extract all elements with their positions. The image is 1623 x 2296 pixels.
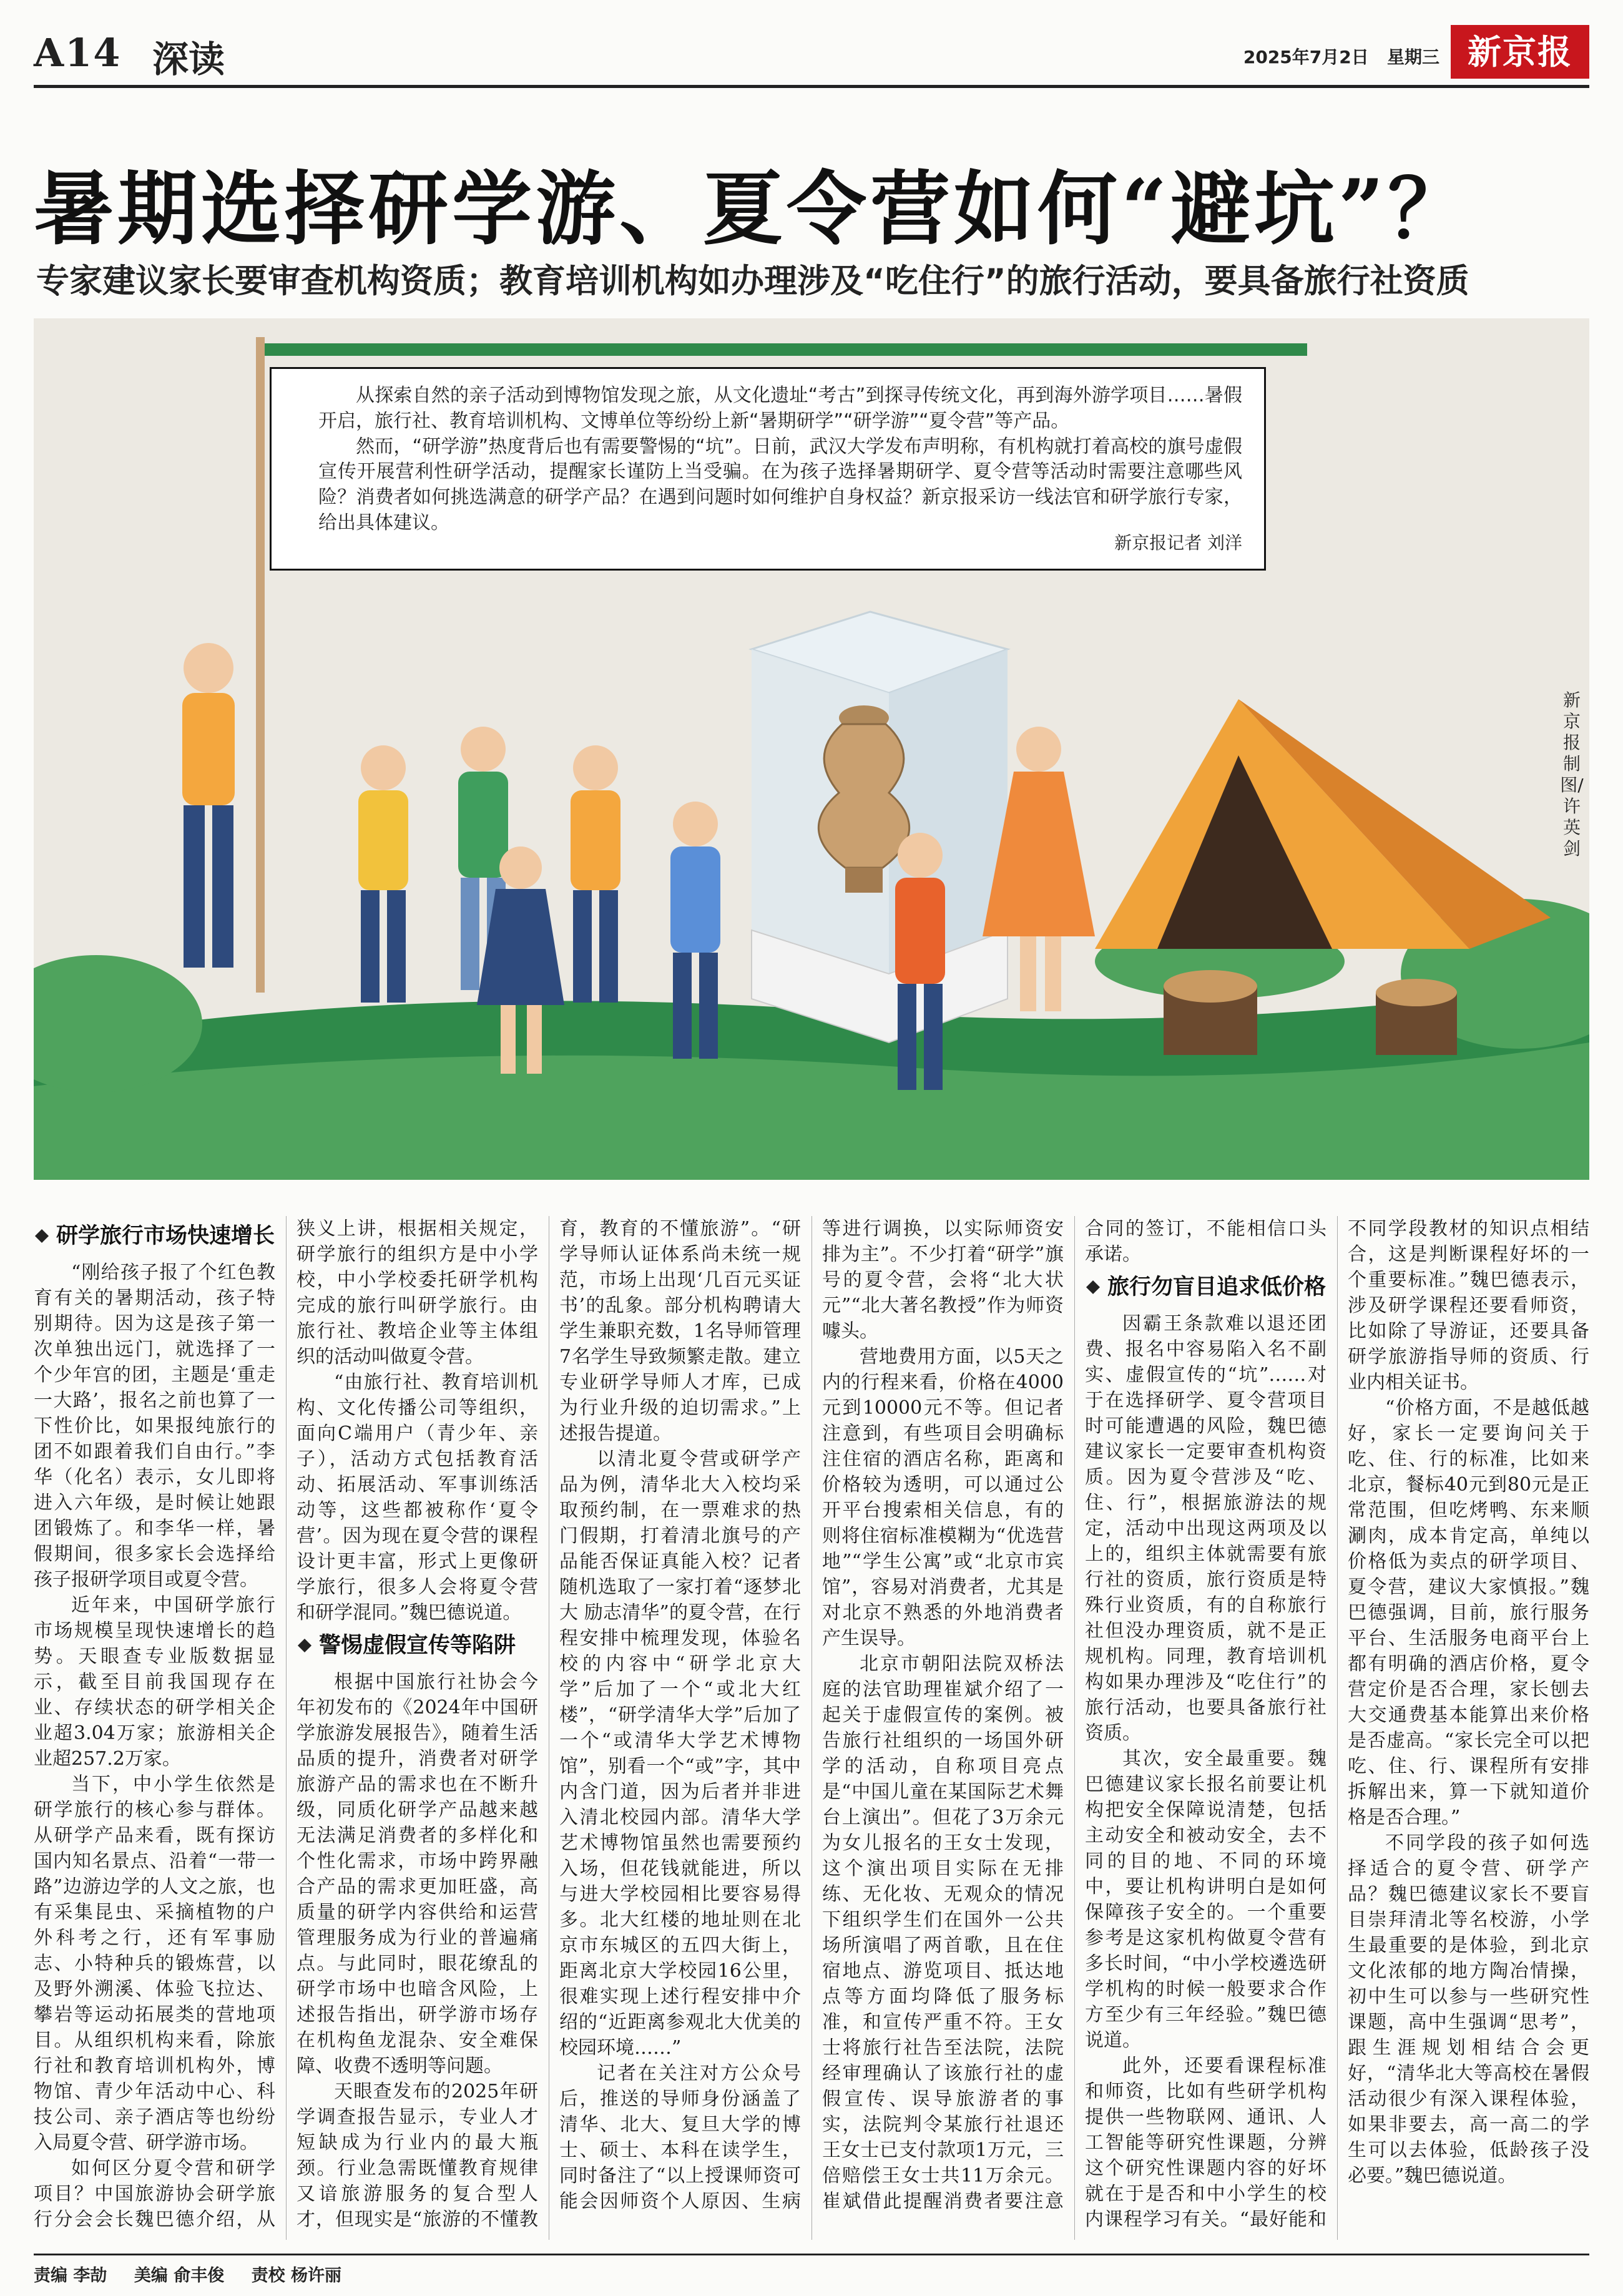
tree-stump-2-top bbox=[1376, 979, 1457, 1006]
page-number: A14 bbox=[34, 30, 122, 76]
proofreader-credit: 责校 杨许丽 bbox=[251, 2266, 342, 2285]
guide-figure bbox=[182, 643, 235, 968]
section-heading-3: 旅行勿盲目追求低价格 bbox=[1085, 1272, 1326, 1302]
paragraph: 此外，还要看课程标准和师资，比如有些研学机构提供一些物联网、通讯、人工智能等研究性课题，分辨这个研究性课题内容的好坏就在于是否和中小学生的校内课程学习有关。“最好能和不同学段教材的知识点相结合，这是判断课程好坏的一个重要标准。”魏巴德表示，涉及研学课程还要看师资，比如除了导游证，还要具备研学旅游指导师的资质、行业内相关证书。 bbox=[1085, 1218, 1589, 2230]
issue-date: 2025年7月2日 星期三 bbox=[1243, 47, 1439, 67]
tree-stump-1-top bbox=[1164, 970, 1257, 1003]
paragraph: 天眼查发布的2025年研学调查报告显示，专业人才短缺成为行业内的最大瓶颈。行业急需既懂教育规律又谙旅游服务的复合型人才，但现实是“旅游的不懂教育，教育的不懂旅游”。“研学导师认证体系尚未统一规范，市场上出现‘几百元买证书’的乱象。部分机构聘请大学生兼职充数，1名导师管理7名学生导致频繁走散。建立专业研学导师人才库，已成为行业升级的迫切需求。”上述报告提道。 bbox=[297, 1218, 801, 2230]
paragraph: 营地费用方面，以5天之内的行程来看，价格在4000元到10000元不等。但记者注意到，有些项目会明确标注住宿的酒店名称，距离和价格较为透明，可以通过公开平台搜索相关信息，有的则将住宿标准模糊为“优选营地”“学生公寓”或“北京市宾馆”，容易对消费者，尤其是对北京不熟悉的外地消费者产生误导。 bbox=[822, 1346, 1064, 1649]
art-editor-credit: 美编 俞丰俊 bbox=[134, 2266, 225, 2285]
child-figure-3 bbox=[571, 745, 620, 1003]
paragraph: 如何区分夏令营和研学项目？中国旅游协会研学旅行分会会长魏巴德介绍，从狭义上讲，根据相关规定，研学旅行的组织方是中小学校，中小学校委托研学机构完成的旅行叫研学旅行。由旅行社、教培企业等主体组织的活动叫做夏令营。 bbox=[34, 1218, 538, 2230]
paragraph: 以清北夏令营或研学产品为例，清华北大入校均采取预约制，在一票难求的热门假期，打着清北旗号的产品能否保证真能入校？记者随机选取了一家打着“逐梦北大 励志清华”的夏令营，在行程安排中梳理发现，体验名校的内容中“研学北京大学”后加了一个“或北大红楼”，“研学清华大学”后加了一个“或清华大学艺术博物馆”，别看一个“或”字，其中内含门道，因为后者并非进入清北校园内部。清华大学艺术博物馆虽然也需要预约入场，但花钱就能进，所以与进大学校园相比要容易得多。北大红楼的地址则在北京市东城区的五四大街上，距离北京大学校园16公里，很难实现上述行程安排中介绍的“近距离参观北大优美的校园环境……” bbox=[559, 1448, 801, 2059]
paragraph: 近年来，中国研学旅行市场规模呈现快速增长的趋势。天眼查专业版数据显示，截至目前我国现存在业、存续状态的研学相关企业超3.04万家；旅游相关企业超257.2万家。 bbox=[34, 1594, 275, 1770]
headline: 暑期选择研学游、夏令营如何“避坑”？ bbox=[34, 162, 1472, 256]
lead-paragraph-1: 从探索自然的亲子活动到博物馆发现之旅，从文化遗址“考古”到探寻传统文化，再到海外游学项目……暑假开启，旅行社、教育培训机构、文博单位等纷纷上新“暑期研学”“研学游”“夏令营”等产品。 bbox=[318, 385, 1242, 432]
paragraph: 不同学段的孩子如何选择适合的夏令营、研学产品？魏巴德建议家长不要盲目崇拜清北等名校游，小学生最重要的是体验，到北京文化浓郁的地方陶冶情操，初中生可以参与一些研究性课题，高中生强调“思考”，跟生涯规划相结合会更好，“清华北大等高校在暑假活动很少有深入课程体验，如果非要去，高一高二的学生可以去体验，低龄孩子没必要。”魏巴德说道。 bbox=[1348, 1832, 1589, 2187]
section-heading-2: 警惕虚假宣传等陷阱 bbox=[297, 1631, 538, 1661]
paragraph: “价格方面，不是越低越好，家长一定要询问关于吃、住、行的标准，比如来北京，餐标40元到80元是正常范围，但吃烤鸭、东来顺涮肉，成本肯定高，单纯以价格低为卖点的研学项目、夏令营，建议大家慎报。”魏巴德强调，目前，旅行服务平台、生活服务电商平台上都有明确的酒店价格，夏令营定价是否合理，家长刨去大交通费基本能算出来价格是否虚高。“家长完全可以把吃、住、行、课程所有安排拆解出来，算一下就知道价格是否合理。” bbox=[1348, 1397, 1589, 1828]
section-heading-1: 研学旅行市场快速增长 bbox=[34, 1221, 275, 1251]
paragraph: 根据中国旅行社协会今年初发布的《2024年中国研学旅游发展报告》，随着生活品质的提升，消费者对研学旅游产品的需求也在不断升级，同质化研学产品越来越无法满足消费者的多样化和个性化需求，市场中跨界融合产品的需求更加旺盛，高质量的研学内容供给和运营管理服务成为行业的普遍痛点。与此同时，眼花缭乱的研学市场中也暗含风险，上述报告指出，研学游市场存在机构鱼龙混杂、安全难保障、收费不透明等问题。 bbox=[297, 1671, 538, 2077]
lead-text bbox=[318, 383, 1242, 536]
paragraph: 北京市朝阳法院双桥法庭的法官助理崔斌介绍了一起关于虚假宣传的案例。被告旅行社组织的一场国外研学的活动，自称项目亮点是“中国儿童在某国际艺术舞台上演出”。但花了3万余元为女儿报名的王女士发现，这个演出项目实际在无排练、无化妆、无观众的情况下组织学生们在国外一公共场所演唱了两首歌，且在住宿地点、游览项目、抵达地点等方面均降低了服务标准，和宣传严重不符。王女士将旅行社告至法院，法院经审理确认了该旅行社的虚假宣传、误导旅游者的事实，法院判令某旅行社退还王女士已支付款项1万元，三倍赔偿王女士共11万余元。崔斌借此提醒消费者要注意合同的签订，不能相信口头承诺。 bbox=[822, 1218, 1326, 2212]
paragraph: “刚给孩子报了个红色教育有关的暑期活动，孩子特别期待。因为这是孩子第一次单独出远门，就选择了一个少年宫的团，主题是‘重走一大路’，报名之前也算了一下性价比，如果报纯旅行的团不如跟着我们自由行。”李华（化名）表示，女儿即将进入六年级，是时候让她跟团锻炼了。和李华一样，暑假期间，很多家长会选择给孩子报研学项目或夏令营。 bbox=[34, 1262, 275, 1591]
vase-foot bbox=[845, 868, 883, 893]
byline: 新京报记者 刘洋 bbox=[1114, 532, 1242, 553]
subheadline: 专家建议家长要审查机构资质；教育培训机构如办理涉及“吃住行”的旅行活动，要具备旅行社资质 bbox=[36, 262, 1469, 300]
section-name: 深读 bbox=[152, 38, 225, 81]
page-header bbox=[34, 25, 1589, 88]
paragraph: 其次，安全最重要。魏巴德建议家长报名前要让机构把安全保障说清楚，包括主动安全和被动安全，去不同的目的地、不同的环境中，要让机构讲明白是如何保障孩子安全的。一个重要参考是这家机构做夏令营有多长时间，“中小学校遴选研学机构的时候一般要求合作方至少有三年经验。”魏巴德说道。 bbox=[1085, 1748, 1326, 2051]
newspaper-logo: 新京报 bbox=[1451, 25, 1589, 79]
page-footer bbox=[34, 2254, 1589, 2286]
banner-strip bbox=[265, 343, 1307, 356]
article-body bbox=[34, 1216, 1589, 2240]
paragraph: 当下，中小学生依然是研学旅行的核心参与群体。从研学产品来看，既有探访国内知名景点、沿着“一带一路”边游边学的人文之旅，也有采集昆虫、采摘植物的户外科考之行，还有军事励志、小特种兵的锻炼营，以及野外溯溪、体验飞拉达、攀岩等运动拓展类的营地项目。从组织机构来看，除旅行社和教育培训机构外，博物馆、青少年活动中心、科技公司、亲子酒店等也纷纷入局夏令营、研学游市场。 bbox=[34, 1774, 275, 2154]
paragraph: 记者在关注对方公众号后，推送的导师身份涵盖了清华、北大、复旦大学的博士、硕士、本科在读学生，同时备注了“以上授课师资可能会因师资个人原因、生病等进行调换，以实际师资安排为主”。不少打着“研学”旗号的夏令营，会将“北大状元”“北大著名教授”作为师资噱头。 bbox=[559, 1218, 1064, 2212]
flag-pole bbox=[256, 337, 265, 993]
paragraph: “由旅行社、教育培训机构、文化传播公司等组织，面向C端用户（青少年、亲子），活动方式包括教育活动、拓展活动、军事训练活动等，这些都被称作‘夏令营’。因为现在夏令营的课程设计更丰富，形式上更像研学旅行，很多人会将夏令营和研学混同。”魏巴德说道。 bbox=[297, 1371, 538, 1624]
illustration-credit: 新京报制图/许英剑 bbox=[1560, 690, 1584, 859]
lead-paragraph-2: 然而，“研学游”热度背后也有需要警惕的“坑”。日前，武汉大学发布声明称，有机构就打着高校的旗号虚假宣传开展营利性研学活动，提醒家长谨防上当受骗。在为孩子选择暑期研学、夏令营等活动时需要注意哪些风险？消费者如何挑选满意的研学产品？在遇到问题时如何维护自身权益？新京报采访一线法官和研学旅行专家，给出具体建议。 bbox=[318, 435, 1242, 534]
editor-credit: 责编 李劼 bbox=[34, 2266, 107, 2285]
child-figure-1 bbox=[358, 745, 408, 1003]
paragraph: 因霸王条款难以退还团费、报名中容易陷入名不副实、虚假宣传的“坑”……对于在选择研学、夏令营项目时可能遭遇的风险，魏巴德建议家长一定要审查机构资质。因为夏令营涉及“吃、住、行”，根据旅游法的规定，活动中出现这两项及以上的，组织主体就需要有旅行社的资质，旅行资质是特殊行业资质，有的自称旅行社但没办理资质，就不是正规机构。同理，教育培训机构如果办理涉及“吃住行”的旅行活动，也要具备旅行社资质。 bbox=[1085, 1313, 1326, 1744]
